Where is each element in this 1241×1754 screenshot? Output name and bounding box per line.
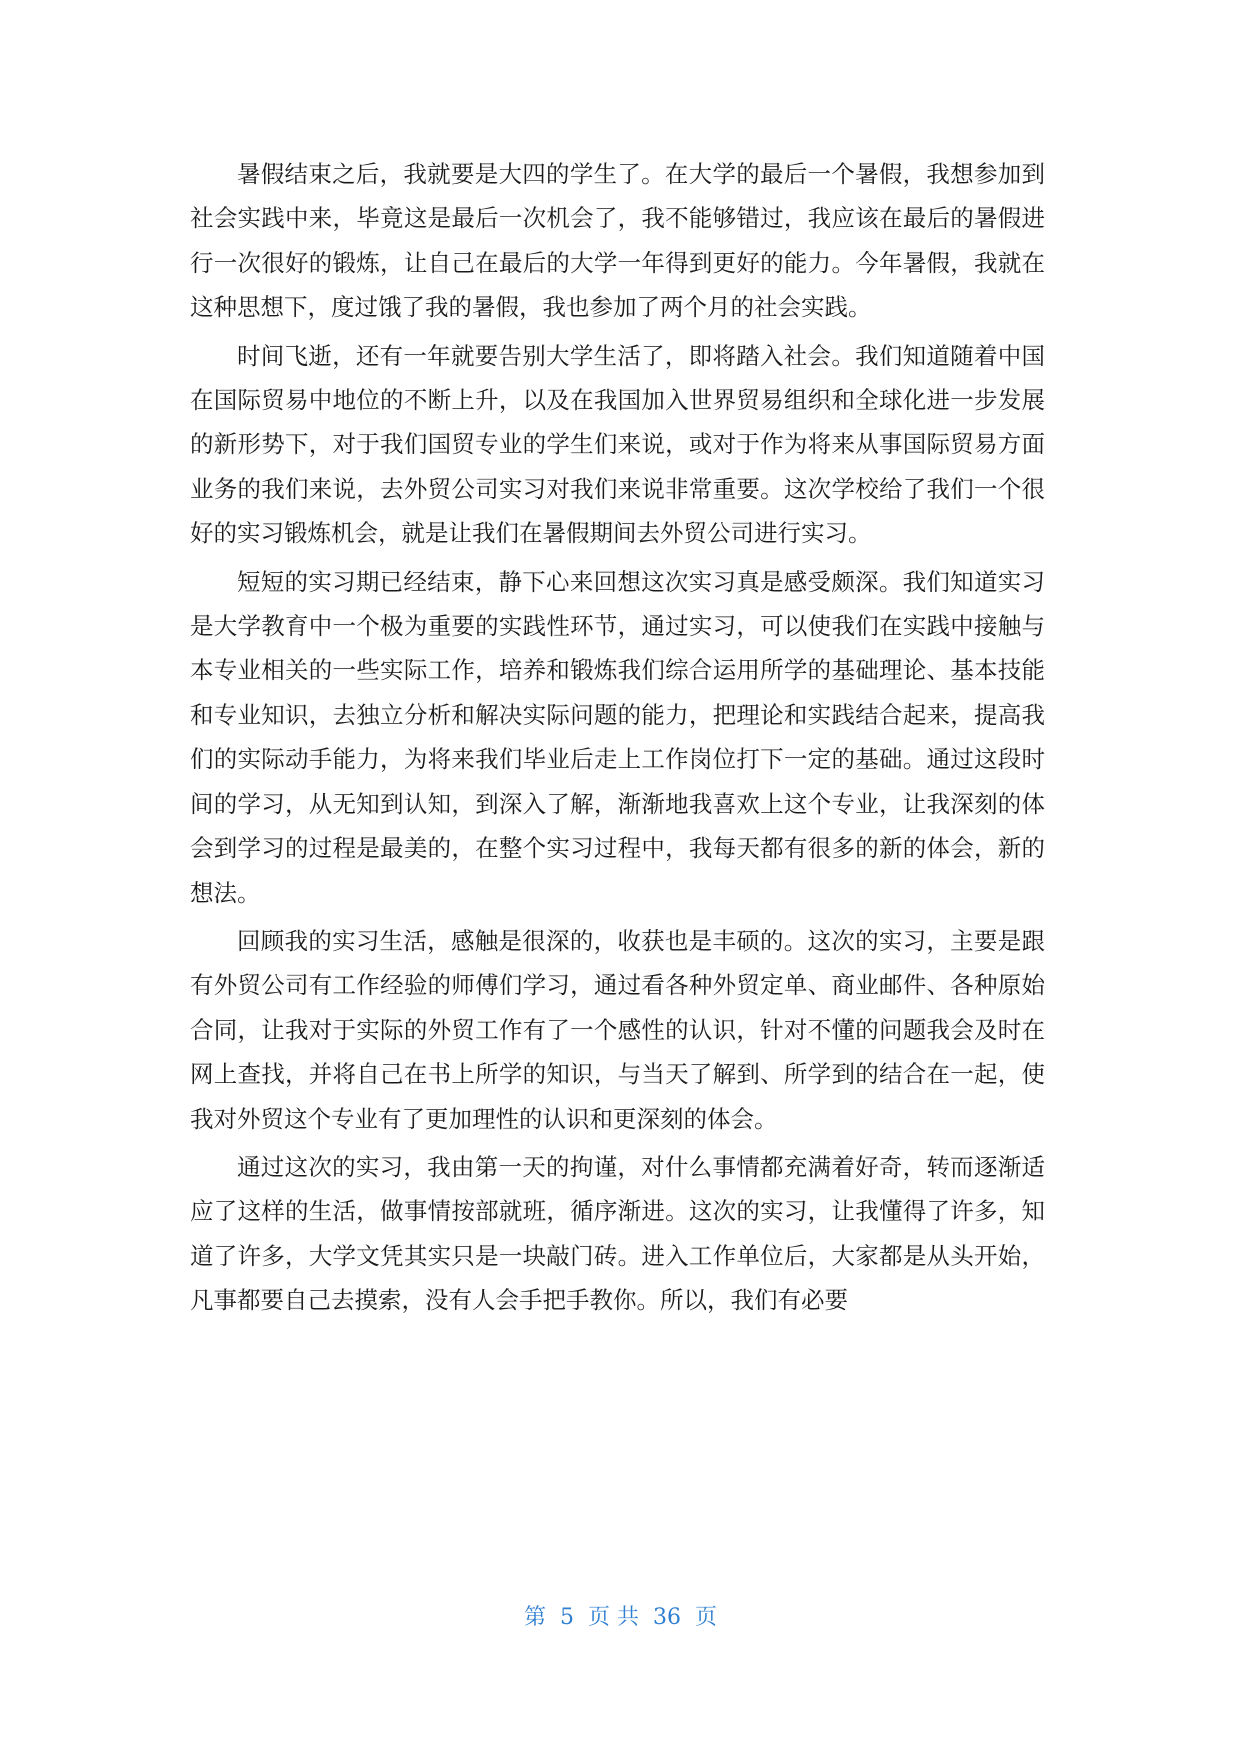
paragraph-4: 回顾我的实习生活，感触是很深的，收获也是丰硕的。这次的实习，主要是跟有外贸公司有工作经验的师傅们学习，通过看各种外贸定单、商业邮件、各种原始合同，让我对于实际的外贸工作有了一个感性的认识，针对不懂的问题我会及时在网上查找，并将自己在书上所学的知识，与当天了解到、所学到的结合在一起，使我对外贸这个专业有了更加理性的认识和更深刻的体会。	[190, 926, 1045, 1133]
page-number-footer: 第 5 页 共 36 页	[524, 1605, 717, 1630]
document-body	[190, 152, 1045, 1327]
paragraph-2: 时间飞逝，还有一年就要告别大学生活了，即将踏入社会。我们知道随着中国在国际贸易中地位的不断上升，以及在我国加入世界贸易组织和全球化进一步发展的新形势下，对于我们国贸专业的学生们来说，或对于作为将来从事国际贸易方面业务的我们来说，去外贸公司实习对我们来说非常重要。这次学校给了我们一个很好的实习锻炼机会，就是让我们在暑假期间去外贸公司进行实习。	[190, 341, 1045, 548]
paragraph-5: 通过这次的实习，我由第一天的拘谨，对什么事情都充满着好奇，转而逐渐适应了这样的生活，做事情按部就班，循序渐进。这次的实习，让我懂得了许多，知道了许多，大学文凭其实只是一块敲门砖。进入工作单位后，大家都是从头开始，凡事都要自己去摸索，没有人会手把手教你。所以，我们有必要	[190, 1152, 1045, 1315]
paragraph-1: 暑假结束之后，我就要是大四的学生了。在大学的最后一个暑假，我想参加到社会实践中来，毕竟这是最后一次机会了，我不能够错过，我应该在最后的暑假进行一次很好的锻炼，让自己在最后的大学一年得到更好的能力。今年暑假，我就在这种思想下，度过饿了我的暑假，我也参加了两个月的社会实践。	[190, 160, 1045, 322]
paragraph-3: 短短的实习期已经结束，静下心来回想这次实习真是感受颇深。我们知道实习是大学教育中一个极为重要的实践性环节，通过实习，可以使我们在实践中接触与本专业相关的一些实际工作，培养和锻炼我们综合运用所学的基础理论、基本技能和专业知识，去独立分析和解决实际问题的能力，把理论和实践结合起来，提高我们的实际动手能力，为将来我们毕业后走上工作岗位打下一定的基础。通过这段时间的学习，从无知到认知，到深入了解，渐渐地我喜欢上这个专业，让我深刻的体会到学习的过程是最美的，在整个实习过程中，我每天都有很多的新的体会，新的想法。	[190, 567, 1045, 907]
